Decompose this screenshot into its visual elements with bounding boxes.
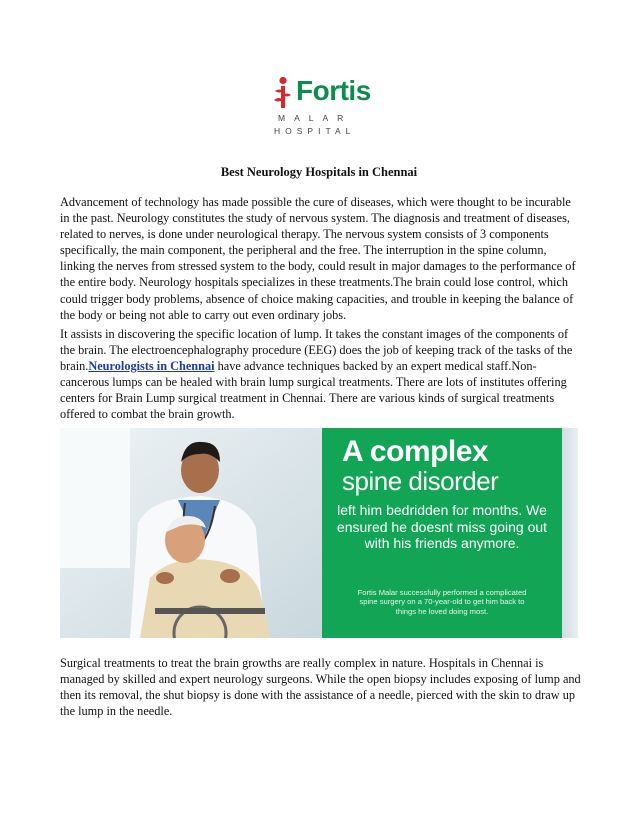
- logo-line-malar: MALAR: [278, 113, 353, 123]
- banner-headline: A complex: [342, 435, 489, 468]
- fortis-figure-icon: [272, 76, 294, 110]
- logo-line-hospital: HOSPITAL: [274, 126, 356, 136]
- banner-small-print: Fortis Malar successfully performed a complicated spine surgery on a 70-year-old to get him back to things he loved doing most.: [357, 588, 527, 616]
- paragraph-eeg-text-after: have advance techniques backed by an expert medical staff.Non-cancerous lumps can be healed with brain lump surgical treatments. There are lots of institutes offering centers for Brain Lump surgical treatment in Chennai. There are various kinds of surgical treatments offered to combat the brain growth.: [60, 359, 567, 422]
- banner-right-edge: [562, 428, 578, 638]
- logo-wordmark: Fortis: [296, 75, 371, 106]
- paragraph-surgery: Surgical treatments to treat the brain growths are really complex in nature. Hospitals in Chennai is managed by skilled and expert neurology surgeons. While the open biopsy includes exposing of lump and then its removal, the shut biopsy is done with the assistance of a needle, pierced with the skin to draw up the lump in the needle.: [60, 656, 581, 719]
- banner-green-panel: [322, 428, 562, 638]
- document-title: Best Neurology Hospitals in Chennai: [220, 165, 418, 179]
- neurologists-in-chennai-link[interactable]: Neurologists in Chennai: [88, 359, 215, 374]
- doctor-and-patient-photo: [60, 428, 322, 638]
- banner-body-text: left him bedridden for months. We ensured he doesnt miss going out with his friends anymore.: [336, 502, 548, 551]
- fortis-spine-banner: [60, 428, 578, 638]
- fortis-malar-logo: [272, 72, 372, 138]
- banner-subhead: spine disorder: [342, 466, 499, 496]
- paragraph-eeg-text-before: It assists in discovering the specific location of lump. It takes the constant images of the components of the brain. The electroencephalography procedure (EEG) does the job of keeping track of the tasks of the brain.: [60, 327, 573, 374]
- paragraph-eeg: [60, 326, 582, 423]
- paragraph-intro: Advancement of technology has made possible the cure of diseases, which were thought to be incurable in the past. Neurology constitutes the study of nervous system. The diagnosis and treatment of diseases, related to nerves, is done under neurological therapy. The nervous system consists of 3 components specifically, the main component, the peripheral and the free. The interruption in the spine column, linking the nerves from stressed system to the body, could result in major damages to the performance of the entire body. Neurology hospitals specializes in these treatments.The brain could lose control, which could trigger body problems, absence of choice making capacities, and trouble in keeping the balance of the body or being not able to carry out even ordinary jobs.: [60, 195, 576, 322]
